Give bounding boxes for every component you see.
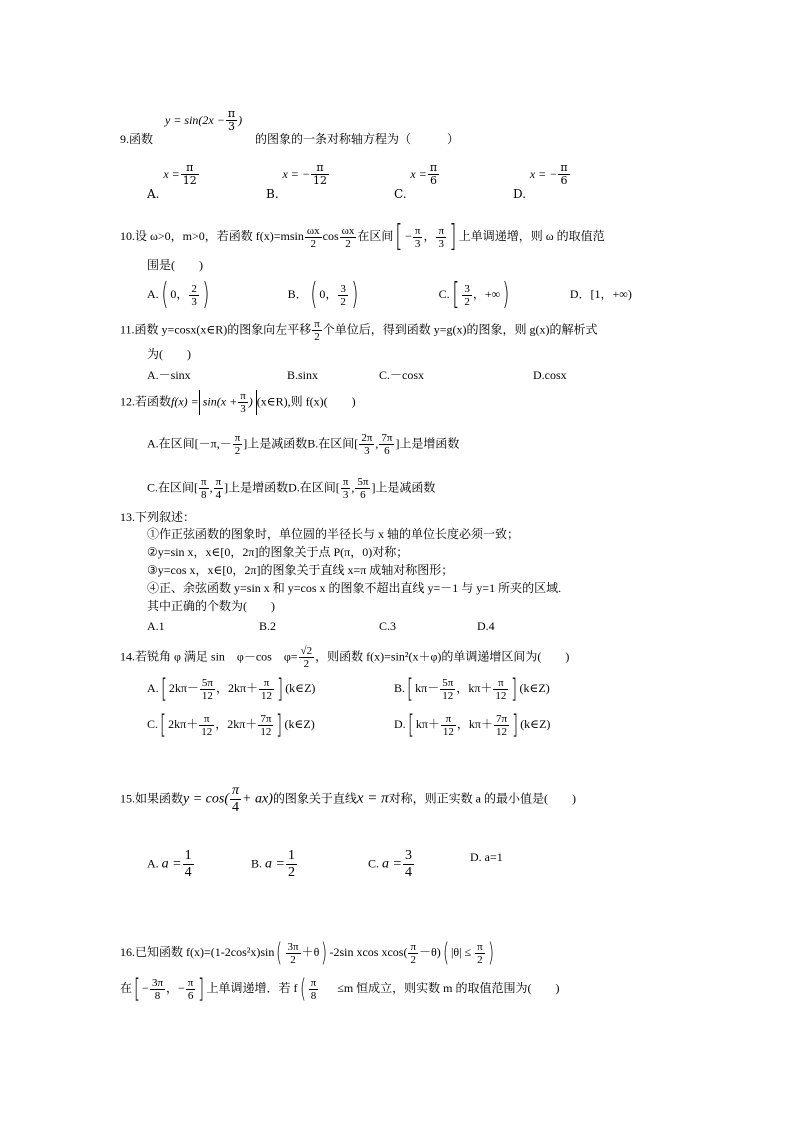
q11-frac-den: 2	[314, 331, 320, 343]
q15-f: y = cos(	[183, 791, 230, 807]
q10-b-num: 3	[340, 282, 346, 295]
q14-c-anum: π	[199, 713, 214, 726]
q16-cond-r: )	[487, 938, 494, 968]
q14-c-bden: 12	[260, 725, 272, 738]
q16-t-num: π	[477, 940, 483, 953]
q14-d-left: kπ＋	[415, 716, 440, 731]
q13-option-d: D.4	[477, 619, 495, 633]
q13-title: 13.下列叙述：	[120, 510, 196, 524]
q15-a-label: A.	[147, 856, 159, 871]
q12-d-den1: 3	[342, 489, 349, 501]
q11-option-c: C.－cosx	[379, 368, 425, 382]
q11-line1	[120, 318, 598, 343]
q10-d-option: D．[1，+∞)	[569, 286, 632, 301]
q16-int-b-num: π	[187, 976, 194, 989]
q13-item-2: ②y=sin x，x∈[0，2π]的图象关于点 P(π，0)对称；	[147, 545, 409, 559]
q9-c-den: 6	[429, 174, 437, 187]
q14-b-br: ]	[511, 674, 518, 704]
q16-fx-paren-l: (	[299, 974, 306, 1004]
q9-b-lhs: x = −	[282, 167, 310, 181]
q14-a-aden: 12	[201, 689, 213, 702]
q9-b-label: B.	[266, 187, 279, 201]
q10-int-a-den: 3	[414, 237, 421, 250]
q10-a-paren-r: )	[202, 277, 210, 312]
q14-b-sep: ，	[456, 680, 469, 695]
q14-option-a	[147, 676, 315, 702]
q14-d-bden: 12	[496, 725, 507, 738]
q15-c-label: C.	[368, 856, 380, 871]
q9-a-num: π	[181, 162, 199, 175]
q12-b-num1: 2π	[361, 432, 373, 444]
q16-line1	[120, 940, 496, 966]
q14-d-right: kπ＋	[468, 716, 493, 731]
q14-a-br: ]	[277, 674, 284, 704]
q9-c-num: π	[429, 161, 438, 174]
q10-int-b-den: 3	[438, 237, 444, 250]
q14-c-br: ]	[276, 710, 283, 740]
q15-b-den: 2	[287, 865, 295, 880]
q13-item-4: ④正、余弦函数 y=sin x 和 y=cos x 的图象不超出直线 y=－1 与 y=1 所夹的区域.	[147, 581, 562, 595]
q16-p2: -2sin xcos xcos(	[329, 944, 408, 959]
q12-d-num1: π	[342, 476, 349, 488]
q13-option-a: A.1	[147, 619, 165, 633]
q11-option-a: A.－sinx	[147, 368, 191, 382]
q13-item-3: ③y=cos x，x∈[0，2π]的图象关于直线 x=π 成轴对称图形；	[147, 563, 454, 577]
q14-c-label: C.	[147, 716, 159, 731]
q14-d-label: D.	[394, 716, 406, 731]
q16-paren-r: )	[321, 938, 328, 968]
q14-p2: ，则函数 f(x)=sin²(x＋φ)的单调递增区间为( )	[315, 649, 570, 664]
q14-a-left: 2kπ－	[168, 680, 199, 695]
q14-option-d	[394, 712, 550, 738]
q10-c-den: 2	[464, 295, 470, 308]
q16-c-num: π	[410, 940, 417, 953]
q11-p3: 为( )	[147, 347, 191, 361]
q14-a-bden: 12	[261, 689, 273, 702]
q14-p1: 14.若锐角 φ 满足 sin φ－cos φ=	[120, 649, 298, 664]
q14-c-tail: (k∈Z)	[284, 716, 315, 731]
q12-c-num1: π	[201, 476, 207, 488]
q12-c2: ]上是增函数	[224, 480, 289, 495]
q16-int-r: ]	[198, 974, 205, 1004]
q9-d-lhs: x = −	[529, 167, 558, 181]
q12-a-num: π	[234, 432, 241, 444]
q12-d-num2: 5π	[357, 476, 369, 488]
q12-d-sep: ,	[351, 480, 355, 495]
q9-frac-num: π	[227, 107, 236, 120]
q15-f2: + ax)	[242, 791, 273, 807]
q9-d-label: D.	[513, 187, 527, 201]
q14-a-right: 2kπ＋	[227, 680, 259, 695]
q14-d-sep: ，	[456, 716, 469, 731]
q12-frac-den: 3	[240, 403, 246, 415]
q16-line2	[120, 976, 559, 1002]
q13-option-c: C.3	[379, 619, 397, 633]
q9-num: 9.函数	[120, 132, 154, 146]
q11-option-b: B.sinx	[287, 368, 319, 382]
q14-b-bnum: π	[493, 677, 508, 690]
q16-c-tail: －θ)	[419, 944, 441, 959]
q14-c-aden: 12	[201, 725, 213, 738]
q12-a-den: 2	[234, 445, 241, 457]
q10-right-bracket: ]	[449, 219, 457, 254]
q14-a-label: A.	[147, 680, 159, 695]
q10-c-bracket-l: [	[451, 277, 459, 312]
q9-formula-close: )	[238, 113, 243, 127]
q15-c-den: 4	[404, 865, 412, 880]
q14-b-bden: 12	[495, 689, 507, 702]
q9-a-lhs: x =	[163, 167, 180, 181]
q16-int-sep: ，−	[166, 980, 185, 995]
q15-a-lhs: a =	[161, 856, 182, 872]
q12-p1: 12.若函数	[120, 394, 172, 409]
q12-frac-num: π	[240, 390, 246, 402]
q16-p3: 在	[120, 980, 133, 995]
q14-b-anum: 5π	[442, 676, 454, 689]
q16-c-den: 2	[410, 953, 416, 966]
q14-c-bnum: 7π	[260, 712, 272, 725]
q9-a-den: 12	[182, 174, 197, 187]
q12-options-ab	[147, 432, 459, 457]
q9-c-lhs: x =	[410, 167, 427, 181]
q14-frac-den: 2	[303, 658, 310, 670]
q10-p1: 10.设 ω>0，m>0，若函数 f(x)=msin	[120, 228, 304, 243]
q16-p1: 16.已知函数 f(x)=(1-2cos²x)sin	[120, 944, 275, 959]
q12-inner-close: )	[248, 394, 253, 409]
q12-b-den2: 6	[384, 445, 390, 457]
q15-frac-den: 4	[232, 800, 240, 815]
q15-c-lhs: a =	[382, 856, 402, 872]
q11-p1: 11.函数 y=cosx(x∈R)的图象向左平移	[120, 322, 312, 337]
q12-d2: ]上是减函数	[371, 480, 436, 495]
q10-a-paren-l: (	[161, 277, 169, 312]
q9-d-num: π	[560, 161, 568, 174]
q10-b-paren-r: )	[351, 277, 359, 312]
q9-c-label: C.	[394, 187, 407, 201]
q14-a-bl: [	[160, 674, 167, 704]
q12-d1: D.在区间[	[288, 480, 340, 495]
q14-b-tail: (k∈Z)	[519, 680, 550, 695]
q9-formula-text: y = sin(2x −	[165, 113, 225, 127]
q12-c1: C.在区间[	[147, 480, 199, 495]
q10-line1	[120, 219, 605, 254]
q10-b-den: 2	[340, 295, 346, 308]
q10-int-a-num: π	[414, 224, 421, 237]
q12-line1	[120, 390, 356, 415]
q10-b-paren-l: (	[309, 277, 318, 312]
q14-c-right: 2kπ＋	[227, 716, 258, 731]
q14-c-left: 2kπ＋	[168, 716, 199, 731]
q15-a-den: 4	[184, 865, 192, 880]
q15-line1	[120, 783, 576, 816]
q12-options-cd	[147, 476, 435, 501]
q10-p5: 围是( )	[147, 258, 203, 272]
q10-f2-num: ωx	[341, 224, 355, 237]
q14-b-label: B.	[394, 680, 406, 695]
q9-frac-den: 3	[227, 120, 235, 133]
q12-b-den1: 3	[364, 445, 370, 457]
q9-option-d	[513, 161, 571, 201]
q12-b-sep: ,	[375, 436, 379, 451]
q16-int-a-den: 8	[154, 989, 161, 1002]
q16-p5: ≤m 恒成立，则实数 m 的取值范围为( )	[337, 980, 560, 995]
q14-c-bl: [	[160, 710, 167, 740]
q9-b-num: π	[311, 162, 329, 175]
q12-a2: ]上是减函数	[243, 436, 308, 451]
q10-p4: 上单调递增，则 ω 的取值范	[458, 228, 605, 243]
q10-a-left: 0，	[170, 286, 189, 301]
q12-d-den2: 6	[360, 489, 366, 501]
q11-frac-num: π	[314, 318, 320, 330]
q14-option-b	[394, 676, 550, 702]
q12-abs	[199, 390, 257, 415]
q14-b-right: kπ＋	[468, 680, 493, 695]
q13-item-1: ①作正弦函数的图象时，单位圆的半径长与 x 轴的单位长度必须一致；	[147, 527, 520, 541]
q14-d-anum: π	[441, 713, 456, 726]
q14-b-aden: 12	[442, 689, 454, 702]
q9-formula	[165, 108, 242, 133]
q15-p1: 15.如果函数	[120, 791, 184, 806]
q16-int-a-num: 3π	[151, 976, 164, 989]
q15-line: x = π	[356, 790, 389, 807]
q10-p3: 在区间	[357, 228, 394, 243]
q15-p2: 的图象关于直线	[272, 791, 357, 806]
q14-line1	[120, 645, 569, 670]
q15-option-b	[251, 848, 298, 881]
q10-f1-num: ωx	[306, 224, 320, 237]
q12-b2: ]上是增函数	[395, 436, 460, 451]
q9-d-den: 6	[560, 174, 568, 187]
q16-fx-den: 8	[310, 989, 317, 1002]
q12-inner: sin(x +	[202, 394, 238, 409]
q14-a-sep: ，	[215, 680, 228, 695]
q14-d-bl: [	[407, 710, 414, 740]
q10-a-num: 2	[191, 282, 197, 295]
q14-a-bnum: π	[259, 677, 274, 690]
q16-s-tail: ＋θ	[301, 944, 320, 959]
q12-a1: A.在区间[－π,－	[147, 436, 232, 451]
q14-option-c	[147, 712, 315, 738]
q10-int-b-num: π	[438, 224, 445, 237]
q14-a-tail: (k∈Z)	[285, 680, 316, 695]
q9-a-label: A.	[147, 187, 160, 201]
q12-b1: B.在区间[	[307, 436, 359, 451]
q14-a-anum: 5π	[201, 676, 213, 689]
q16-s-den: 2	[290, 953, 296, 966]
q16-p4: 上单调递增．若 f	[206, 980, 298, 995]
q15-b-lhs: a =	[265, 856, 285, 872]
q16-int-l: [	[134, 974, 141, 1004]
q12-c-den2: 4	[215, 489, 222, 501]
q10-int-sep: ，	[423, 228, 436, 243]
q12-c-num2: π	[215, 476, 222, 488]
q10-int-minus: −	[405, 228, 412, 243]
q12-p2: (x∈R),则 f(x)( )	[256, 394, 356, 409]
q16-t-den: 2	[477, 953, 483, 966]
q16-abs: |θ|	[450, 944, 462, 959]
q10-p2: cos	[322, 228, 339, 243]
q9-option-b	[266, 161, 330, 201]
q16-paren-l: (	[276, 938, 283, 968]
q10-b-label: B．	[287, 286, 308, 301]
q16-int-minus: −	[142, 980, 149, 995]
q14-b-bl: [	[407, 674, 414, 704]
q12-c-den1: 8	[201, 489, 207, 501]
q13-item-5: 其中正确的个数为( )	[147, 599, 275, 613]
q11-p2: 个单位后，得到函数 y=g(x)的图象，则 g(x)的解析式	[322, 322, 598, 337]
q16-fx-num: π	[310, 976, 317, 989]
q15-p3: 对称，则正实数 a 的最小值是( )	[388, 791, 576, 806]
q12-f: f(x) =	[171, 394, 199, 409]
q15-a-num: 1	[184, 848, 192, 863]
q9-text: 的图象的一条对称轴方程为（ ）	[255, 132, 460, 146]
q10-f2-den: 2	[345, 237, 351, 250]
q9-option-a	[147, 161, 200, 201]
q16-le: ≤	[464, 944, 472, 959]
q10-a-den: 3	[191, 295, 197, 308]
q15-frac-num: π	[232, 783, 240, 798]
q10-a-label: A.	[147, 286, 159, 301]
q14-c-sep: ，	[215, 716, 228, 731]
q15-option-a	[147, 848, 195, 881]
q10-c-paren-r: )	[502, 277, 510, 312]
q14-b-left: kπ－	[415, 680, 440, 695]
q15-b-label: B.	[251, 856, 263, 871]
q9-b-den: 12	[313, 174, 327, 187]
q16-cond-l: (	[442, 938, 449, 968]
q16-int-b-den: 6	[187, 989, 194, 1002]
q10-c-right: ，+∞	[472, 286, 501, 301]
q10-c-label: C.	[438, 286, 450, 301]
q10-c-num: 3	[464, 282, 470, 295]
q11-option-d: D.cosx	[533, 368, 567, 382]
q10-options	[147, 277, 632, 312]
q13-option-b: B.2	[259, 619, 277, 633]
q14-d-tail: (k∈Z)	[520, 716, 551, 731]
q14-frac-num: √2	[300, 645, 313, 657]
q10-b-left: 0，	[319, 286, 338, 301]
q15-option-d: D. a=1	[470, 850, 503, 864]
q15-b-num: 1	[287, 848, 295, 863]
q14-d-br: ]	[512, 710, 519, 740]
q9-option-c	[394, 161, 440, 201]
q12-b-num2: 7π	[381, 432, 393, 444]
q12-c-sep: ,	[209, 480, 213, 495]
q10-f1-den: 2	[310, 237, 316, 250]
q14-d-aden: 12	[442, 725, 454, 738]
q16-s-num: 3π	[287, 940, 299, 953]
q14-d-bnum: 7π	[495, 712, 508, 725]
q15-c-num: 3	[404, 848, 412, 863]
q10-left-bracket: [	[395, 219, 403, 254]
q15-option-c	[368, 848, 415, 881]
